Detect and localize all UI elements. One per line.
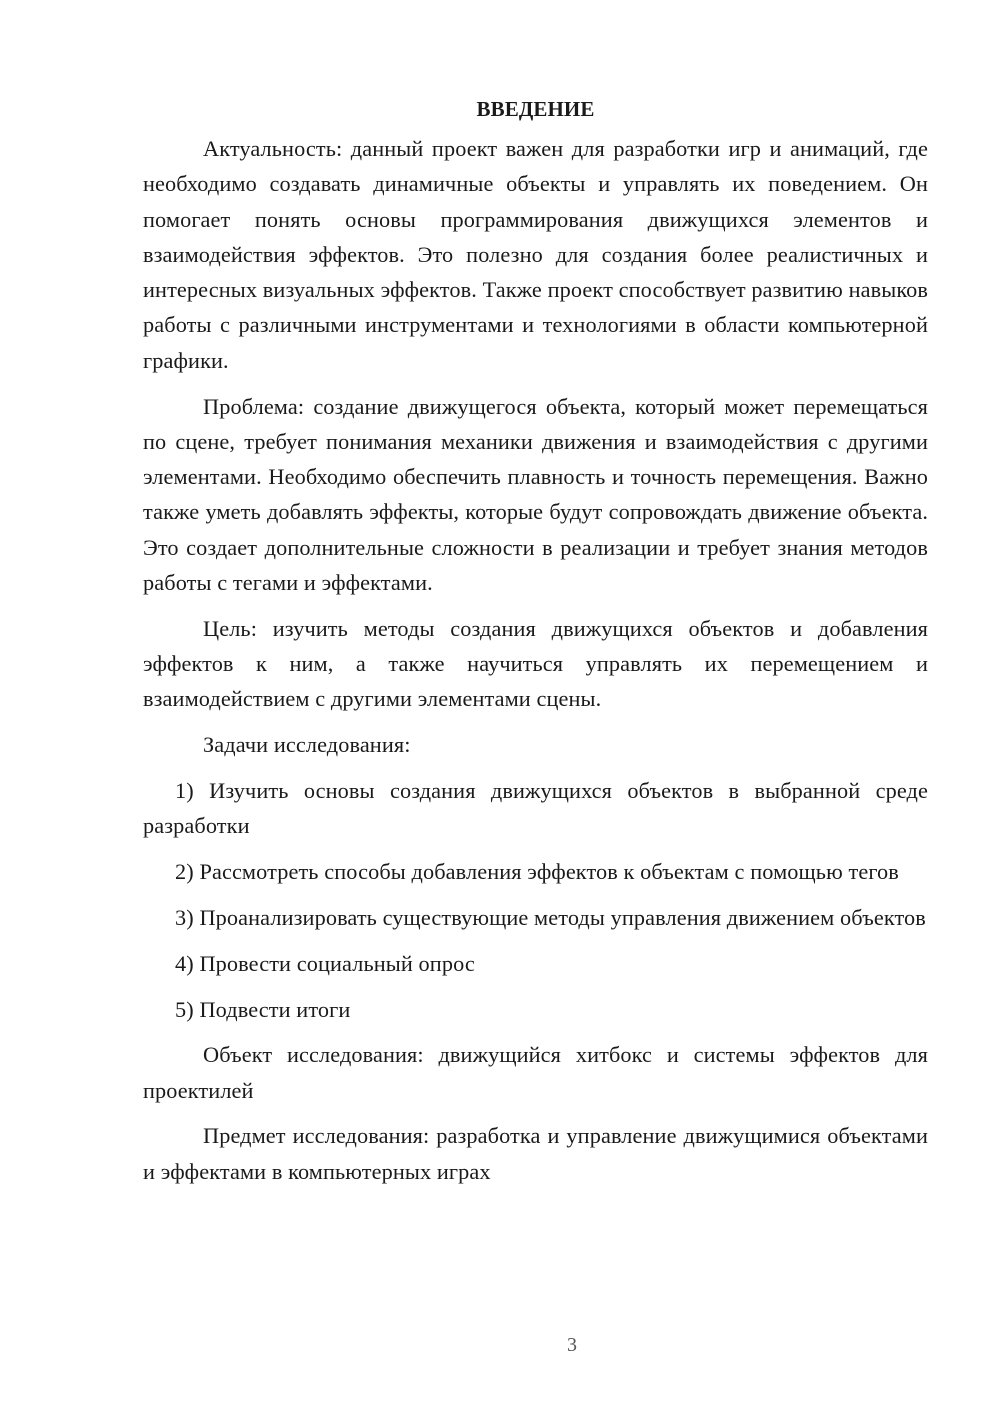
task-item-1: 1) Изучить основы создания движущихся объектов в выбранной среде разработки bbox=[143, 778, 928, 839]
page-title: ВВЕДЕНИЕ bbox=[476, 97, 595, 121]
page-number: 3 bbox=[567, 1334, 577, 1356]
object-paragraph: Объект исследования: движущийся хитбокс и системы эффектов для проектилей bbox=[143, 1042, 928, 1103]
page-content bbox=[143, 92, 928, 1200]
task-item-4: 4) Провести социальный опрос bbox=[175, 950, 475, 976]
tasks-heading: Задачи исследования: bbox=[203, 732, 411, 758]
task-item-5: 5) Подвести итоги bbox=[175, 996, 351, 1022]
task-item-2: 2) Рассмотреть способы добавления эффектов к объектам с помощью тегов bbox=[175, 859, 899, 885]
tasks-list bbox=[143, 773, 928, 1027]
task-item-3: 3) Проанализировать существующие методы управления движением объектов bbox=[175, 904, 926, 930]
relevance-paragraph: Актуальность: данный проект важен для разработки игр и анимаций, где необходимо создавать динамичные объекты и управлять их поведением. Он помогает понять основы программирования движущихся элементов и взаимодействия эффектов. Это полезно для создания более реалистичных и интересных визуальных эффектов. Также проект способствует развитию навыков работы с различными инструментами и технологиями в области компьютерной графики. bbox=[143, 136, 928, 373]
subject-paragraph: Предмет исследования: разработка и управление движущимися объектами и эффектами в компьютерных играх bbox=[143, 1123, 928, 1184]
goal-paragraph: Цель: изучить методы создания движущихся объектов и добавления эффектов к ним, а также научиться управлять их перемещением и взаимодействием с другими элементами сцены. bbox=[143, 615, 928, 712]
problem-paragraph: Проблема: создание движущегося объекта, который может перемещаться по сцене, требует понимания механики движения и взаимодействия с другими элементами. Необходимо обеспечить плавность и точность перемещения. Важно также уметь добавлять эффекты, которые будут сопровождать движение объекта. Это создает дополнительные сложности в реализации и требует знания методов работы с тегами и эффектами. bbox=[143, 393, 928, 596]
